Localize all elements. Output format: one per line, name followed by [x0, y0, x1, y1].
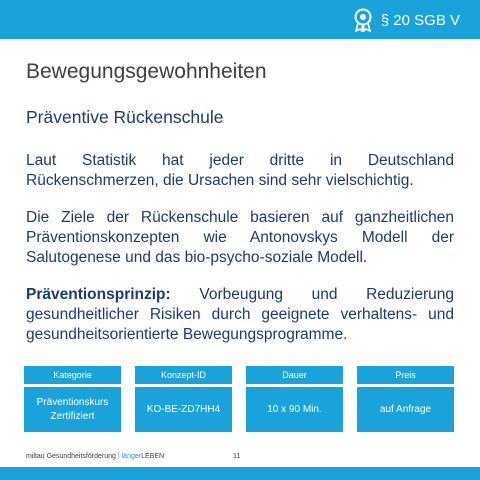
card-value: auf Anfrage [357, 387, 454, 432]
card-label: Dauer [246, 366, 343, 384]
footer-brand-part2: LEBEN [141, 453, 165, 460]
card-value [24, 387, 121, 432]
page-number: 11 [233, 453, 241, 460]
header-bar [0, 0, 480, 39]
footer-credit [26, 453, 164, 460]
footer-brand-part1: länger [121, 453, 142, 460]
card-label: Konzept-ID [135, 366, 232, 384]
footer-bar [0, 467, 480, 480]
card-value-line: Präventionskurs [36, 396, 109, 408]
principle-lead: Präventionsprinzip: [26, 286, 171, 303]
card-duration [246, 366, 343, 432]
card-category [24, 366, 121, 432]
footer-company: miltau Gesundheitsförderung [26, 453, 116, 460]
card-label: Kategorie [24, 366, 121, 384]
card-value-line: Zertifiziert [50, 410, 95, 422]
paragraph-statistics: Laut Statistik hat jeder dritte in Deutschland Rückenschmerzen, die Ursachen sind sehr vielschichtig. [26, 152, 454, 189]
footer-separator: | [117, 453, 120, 460]
section-title: Bewegungsgewohnheiten [26, 60, 267, 83]
legal-badge [353, 7, 460, 33]
slide-subtitle: Präventive Rückenschule [26, 107, 224, 127]
card-value: KO-BE-ZD7HH4 [135, 387, 232, 432]
paragraph-goals: Die Ziele der Rückenschule basieren auf ganzheitlichen Präventionskonzepten wie Antonovskys Modell der Salutogenese und das bio-psycho-soziale Modell. [26, 209, 454, 266]
card-price [357, 366, 454, 432]
award-ribbon-icon [353, 8, 373, 32]
principle-text: Vorbeugung und Reduzierung gesundheitlicher Risiken durch geeignete verhaltens- und gesundheitsorientierte Bewegungsprogramme. [26, 286, 454, 343]
paragraph-principle [26, 285, 454, 345]
card-value: 10 x 90 Min. [246, 387, 343, 432]
badge-text: § 20 SGB V [380, 11, 460, 29]
card-label: Preis [357, 366, 454, 384]
course-info-cards [24, 366, 454, 432]
card-concept-id [135, 366, 232, 432]
